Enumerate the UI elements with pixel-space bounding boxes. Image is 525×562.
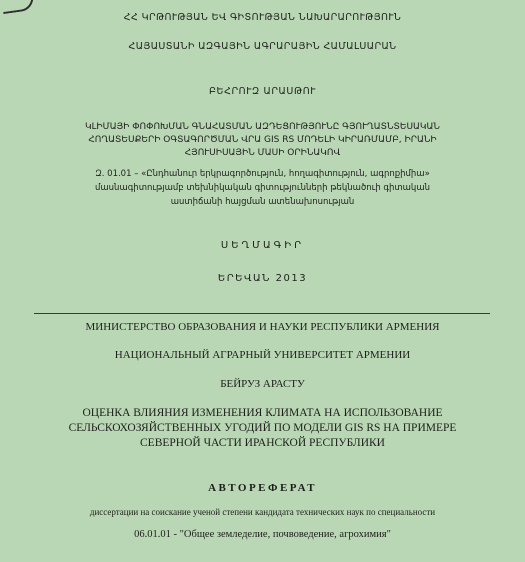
russian-university: НАЦИОНАЛЬНЫЙ АГРАРНЫЙ УНИВЕРСИТЕТ АРМЕНИИ	[114, 349, 411, 361]
russian-dissertation-line: диссертации на соискание ученой степени кандидата технических наук по специальности	[89, 507, 436, 517]
armenian-title-line-3: ՀՅՈՒՍԻՍԱՅԻՆ ՄԱՍԻ ՕՐԻՆԱԿՈՎ	[184, 148, 341, 158]
armenian-ministry: ՀՀ ԿՐԹՈՒԹՅԱՆ ԵՎ ԳԻՏՈՒԹՅԱՆ ՆԱԽԱՐԱՐՈՒԹՅՈՒՆ	[123, 12, 402, 23]
russian-title-line-1: ОЦЕНКА ВЛИЯНИЯ ИЗМЕНЕНИЯ КЛИМАТА НА ИСПОЛЬЗОВАНИЕ	[82, 407, 443, 419]
russian-title-line-3: СЕВЕРНОЙ ЧАСТИ ИРАНСКОЙ РЕСПУБЛИКИ	[140, 437, 385, 449]
armenian-title-line-2: ՀՈՂԱՏԵՍՔԵՐԻ ՕԳՏԱԳՈՐԾՄԱՆ ՎՐԱ GIS RS ՄՈԴԵԼԻ ԿԻՐԱՌՄԱՄԲ, ԻՐԱՆԻ	[88, 135, 437, 145]
armenian-specialty-line-3: աստիճանի հայցման ատենախոսության	[170, 197, 355, 207]
russian-title-line-2: СЕЛЬСКОХОЗЯЙСТВЕННЫХ УГОДИЙ ПО МОДЕЛИ GIS RS НА ПРИМЕРЕ	[68, 422, 457, 434]
armenian-specialty-line-2: մասնագիտությամբ տեխնիկական գիտությունների թեկնածուի գիտական	[95, 183, 430, 193]
armenian-specialty-line-1: Զ. 01.01 – «Ընդհանուր երկրագործություն, հողագիտություն, ագրոքիմիա»	[95, 169, 430, 179]
armenian-city-year: ԵՐԵՎԱՆ 2013	[217, 273, 308, 284]
section-divider	[34, 313, 490, 314]
armenian-doc-type: ՍԵՂՄԱԳԻՐ	[220, 240, 305, 251]
armenian-university: ՀԱՅԱՍՏԱՆԻ ԱԶԳԱՅԻՆ ԱԳՐԱՐԱՅԻՆ ՀԱՄԱԼՍԱՐԱՆ	[128, 41, 397, 52]
armenian-author: ԲԵՀՐՈՒԶ ԱՐԱՍԹՈՒ	[208, 86, 317, 97]
russian-doc-type: АВТОРЕФЕРАТ	[208, 482, 317, 494]
russian-specialty: 06.01.01 - "Общее земледелие, почвоведение, агрохимия"	[134, 529, 391, 540]
armenian-title-line-1: ԿԼԻՄԱՅԻ ՓՈՓՈԽՄԱՆ ԳՆԱՀԱՏՄԱՆ ԱԶԴԵՑՈՒԹՅՈՒՆԸ ԳՅՈՒՂԱՏՆՏԵՍԱԿԱՆ	[85, 122, 440, 132]
russian-author: БЕЙРУЗ АРАСТУ	[220, 378, 305, 390]
russian-ministry: МИНИСТЕРСТВО ОБРАЗОВАНИЯ И НАУКИ РЕСПУБЛИКИ АРМЕНИЯ	[85, 321, 440, 333]
